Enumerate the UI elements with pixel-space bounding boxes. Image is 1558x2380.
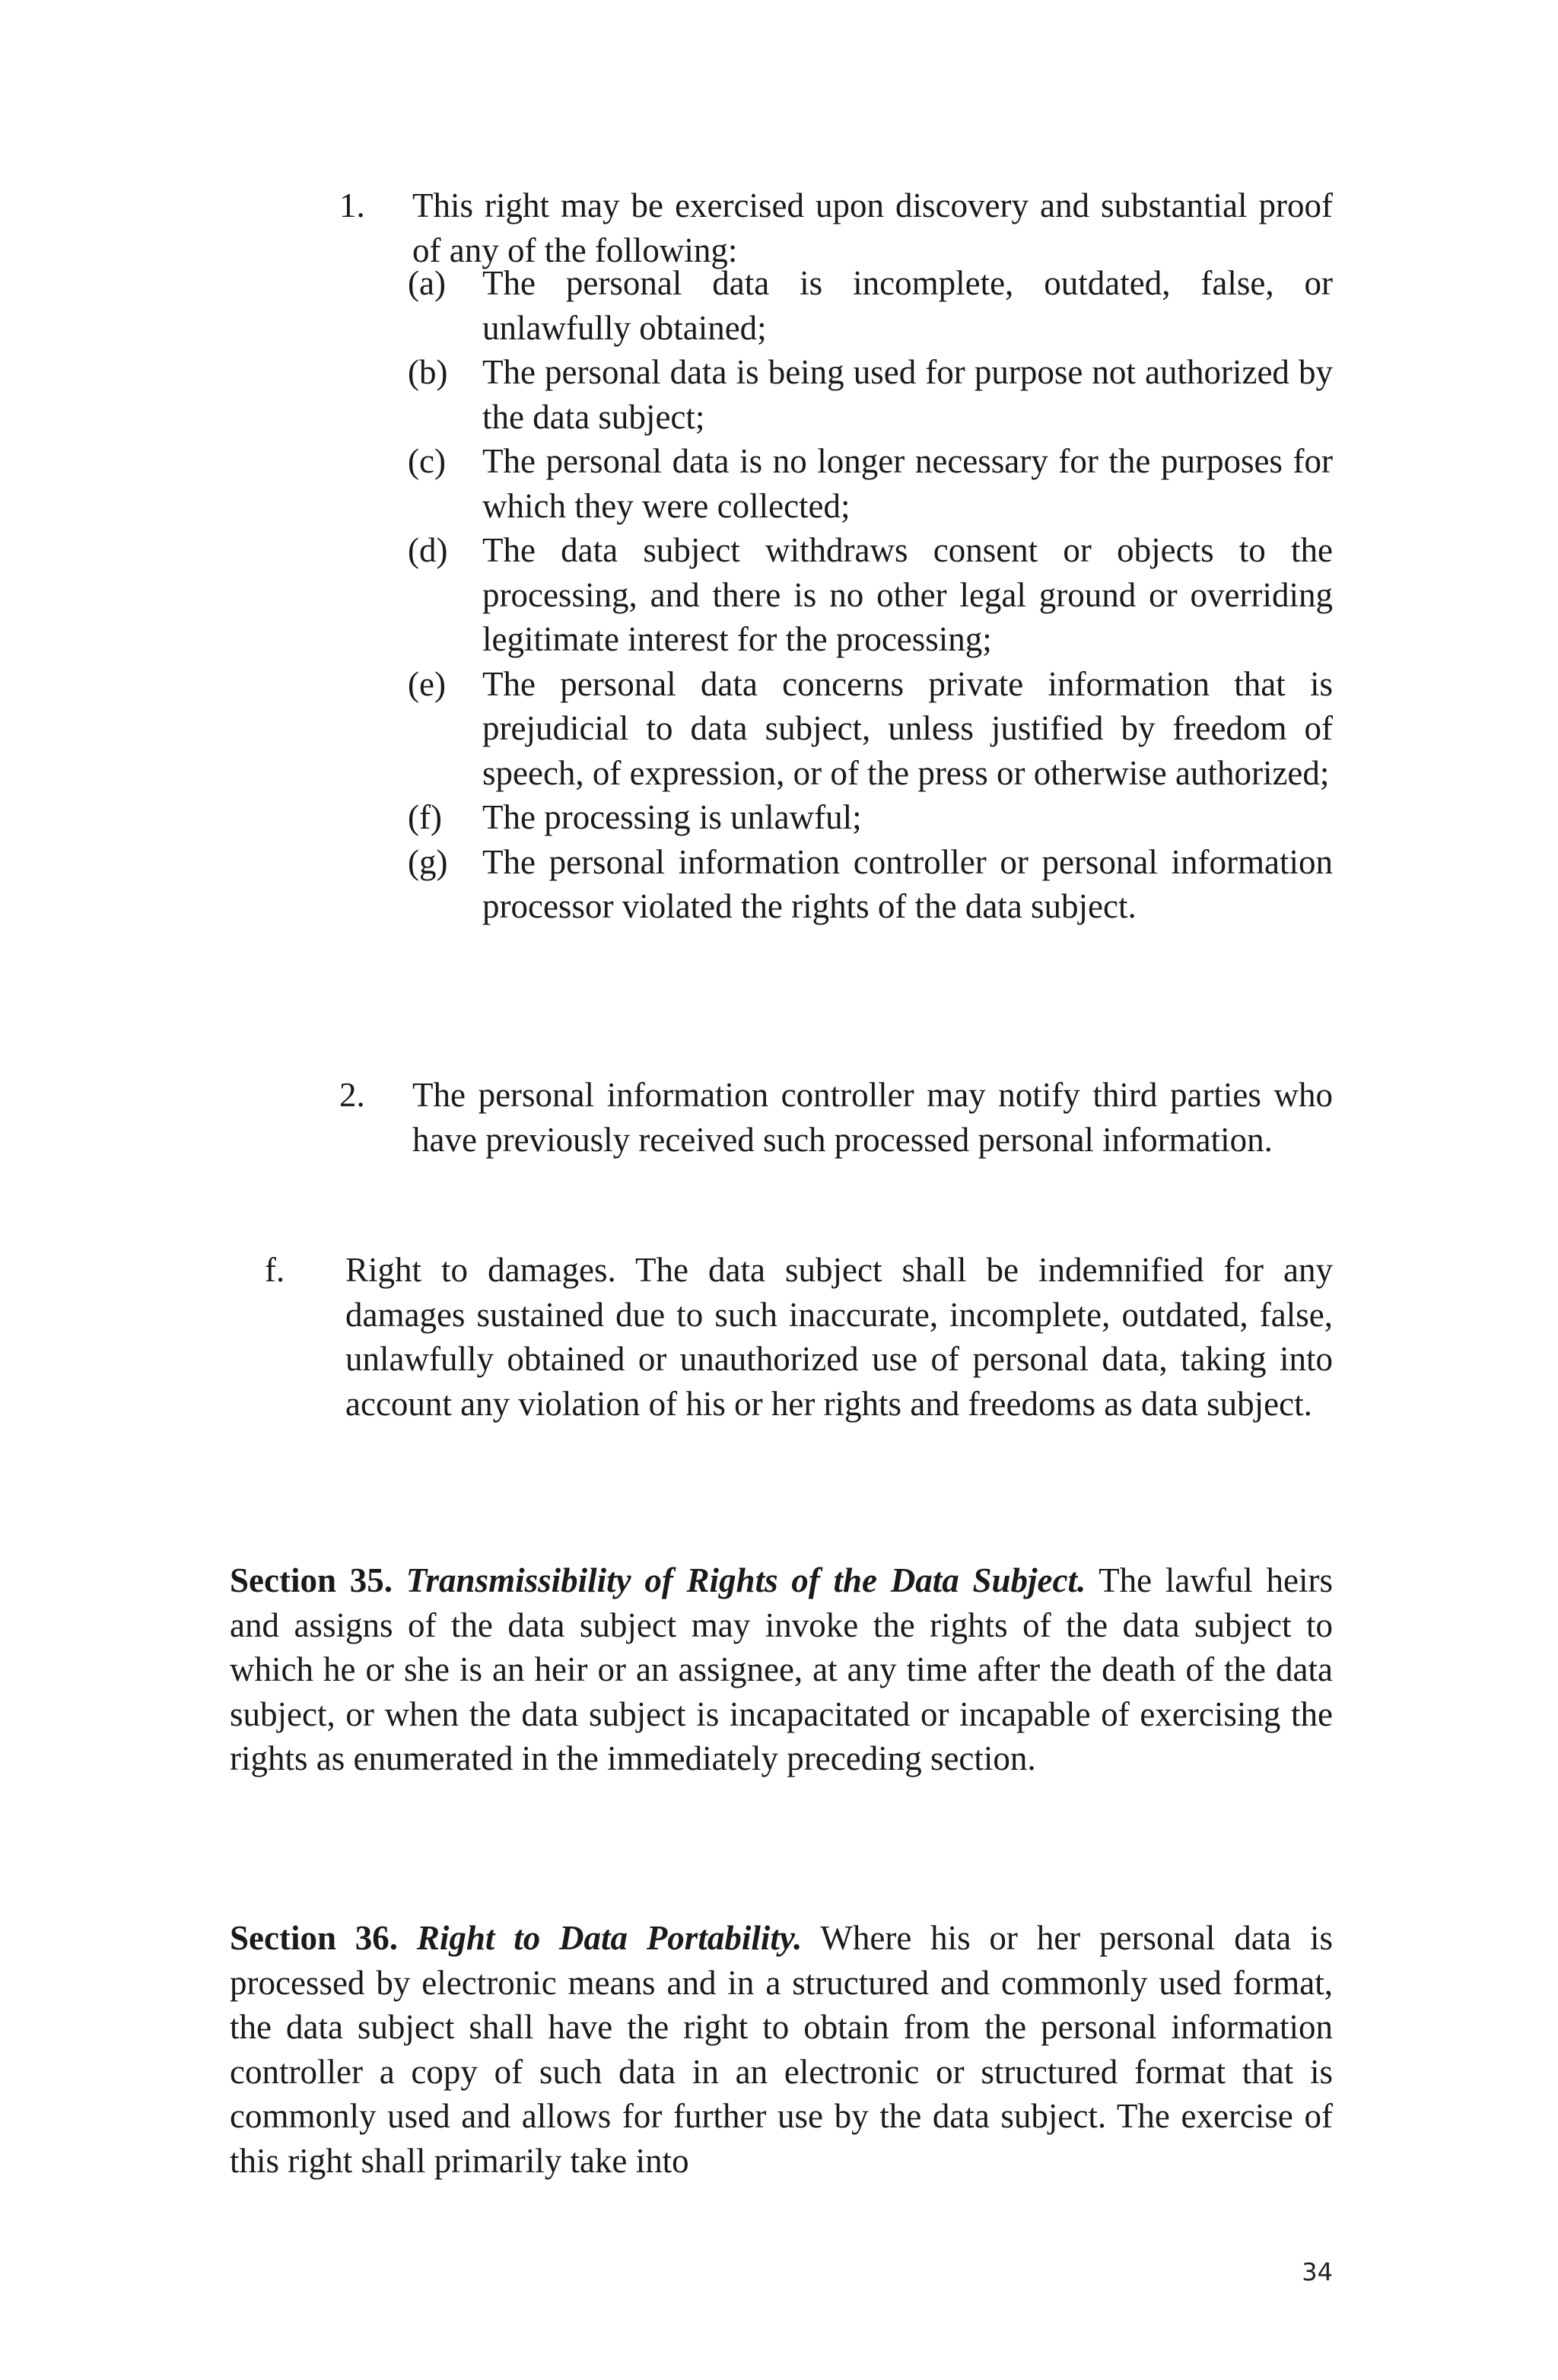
section-paragraph: [230, 1916, 1333, 2183]
sub-list: [408, 261, 1333, 929]
sub-item-text: The personal data is being used for purpose not authorized by the data subject;: [482, 353, 1333, 436]
sub-item-text: The data subject withdraws consent or objects to the processing, and there is no other legal ground or overriding legitimate interest for the processing;: [482, 531, 1333, 658]
list-marker: f.: [265, 1251, 285, 1289]
list-marker: 1.: [339, 186, 365, 224]
sub-item-c: [408, 439, 1333, 528]
section-text: Where his or her personal data is processed by electronic means and in a structured and commonly used format, the data subject shall have the right to obtain from the personal information controller a copy of such data in an electronic or structured format that is commonly used and allows for further use by the data subject. The exercise of this right shall primarily take into: [230, 1919, 1333, 2180]
list-item-2: [339, 1073, 1333, 1162]
list-marker: 2.: [339, 1076, 365, 1114]
list-item-text: Right to damages. The data subject shall be indemnified for any damages sustained due to such inaccurate, incomplete, outdated, false, unlawfully obtained or unauthorized use of personal data, taking into account any violation of his or her rights and freedoms as data subject.: [345, 1251, 1333, 1423]
sub-item-marker: (g): [408, 842, 448, 881]
list-item-text: The personal information controller may notify third parties who have previously received such processed personal information.: [412, 1076, 1333, 1159]
sub-item-marker: (e): [408, 664, 446, 703]
sub-item-text: The personal data concerns private information that is prejudicial to data subject, unless justified by freedom of speech, of expression, or of the press or otherwise authorized;: [482, 664, 1333, 792]
section-number: Section 36.: [230, 1919, 399, 1957]
sub-item-text: The personal information controller or personal information processor violated the rights of the data subject.: [482, 842, 1333, 925]
list-item-text: This right may be exercised upon discovery and substantial proof of any of the following:: [412, 186, 1333, 269]
section-title: Transmissibility of Rights of the Data Subject.: [405, 1561, 1086, 1599]
sub-item-marker: (f): [408, 798, 442, 836]
list-item-1: [339, 183, 1333, 272]
sub-item-text: The personal data is incomplete, outdated, false, or unlawfully obtained;: [482, 264, 1333, 347]
sub-item-d: [408, 528, 1333, 662]
page-number: 34: [1302, 2258, 1333, 2286]
section-number: Section 35.: [230, 1561, 393, 1599]
sub-item-e: [408, 662, 1333, 796]
list-item-f: [265, 1248, 1333, 1426]
sub-item-f: [408, 795, 1333, 840]
sub-item-text: The personal data is no longer necessary for the purposes for which they were collected;: [482, 442, 1333, 525]
sub-item-g: [408, 840, 1333, 929]
section-text: The lawful heirs and assigns of the data subject may invoke the rights of the data subject to which he or she is an heir or an assignee, at any time after the death of the data subject, or when the data subject is incapacitated or incapable of exercising the rights as enumerated in the immediately preceding section.: [230, 1561, 1334, 1777]
sub-item-marker: (b): [408, 353, 448, 391]
sub-item-b: [408, 350, 1333, 439]
sub-item-marker: (a): [408, 264, 446, 302]
sub-item-a: [408, 261, 1333, 350]
sub-item-text: The processing is unlawful;: [482, 798, 862, 836]
section-36: [230, 1916, 1333, 2183]
sub-item-marker: (d): [408, 531, 448, 569]
section-paragraph: [230, 1558, 1333, 1781]
sub-item-marker: (c): [408, 442, 446, 480]
section-35: [230, 1558, 1333, 1781]
section-title: Right to Data Portability.: [416, 1919, 803, 1957]
